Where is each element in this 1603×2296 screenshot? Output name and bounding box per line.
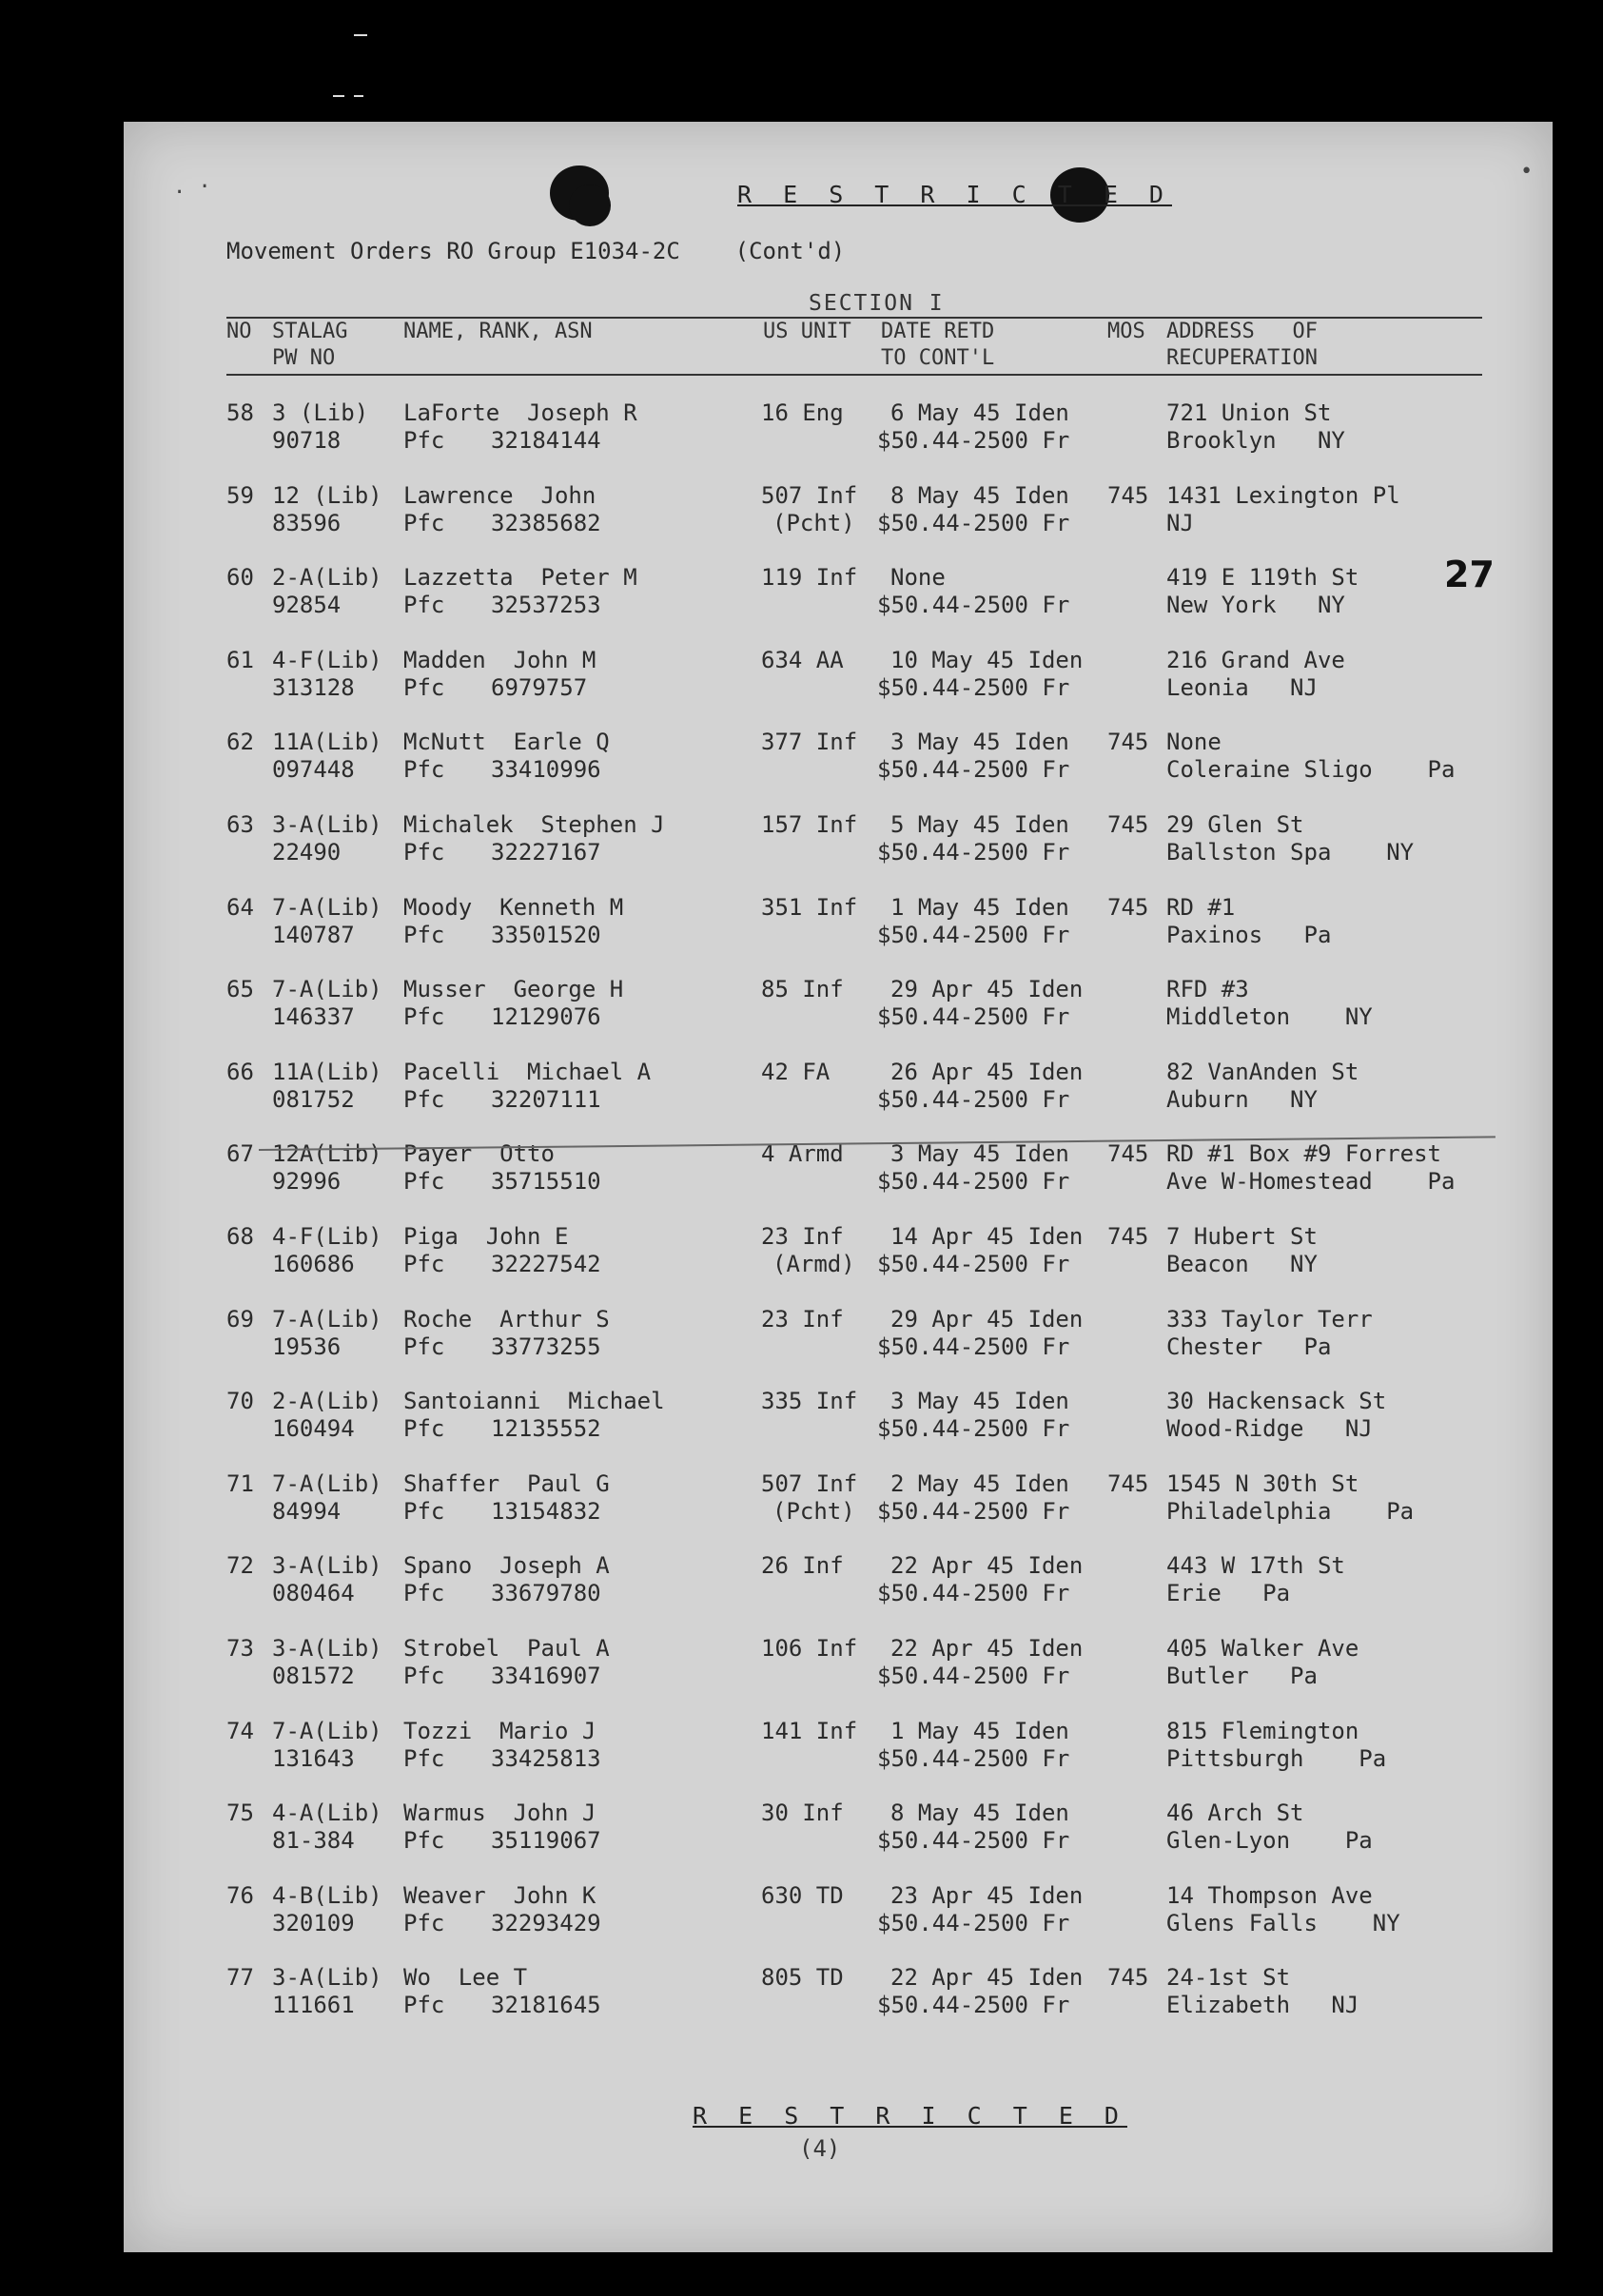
row-number: 70 xyxy=(226,1388,254,1415)
stalag: 4-F(Lib) xyxy=(272,646,382,673)
mos: 745 xyxy=(1107,481,1149,509)
pw-number: 140787 xyxy=(272,921,355,948)
page-stamp: 27 xyxy=(1444,554,1495,595)
date-returned: 2 May 45 Iden xyxy=(890,1469,1069,1497)
us-unit: 42 FA xyxy=(761,1058,831,1085)
finance-note: $50.44-2500 Fr xyxy=(877,1580,1070,1607)
rank: Pfc xyxy=(403,921,445,948)
asn: 35715510 xyxy=(491,1168,601,1196)
finance-note: $50.44-2500 Fr xyxy=(877,1497,1070,1525)
table-row xyxy=(0,811,1429,893)
table-row xyxy=(0,1718,1429,1800)
finance-note: $50.44-2500 Fr xyxy=(877,1003,1070,1031)
punch-hole xyxy=(569,185,611,226)
date-returned: 8 May 45 Iden xyxy=(890,1800,1069,1827)
section-title: SECTION I xyxy=(809,291,945,316)
us-unit: 4 Armd xyxy=(761,1140,844,1168)
soldier-name: McNutt Earle Q xyxy=(403,729,610,756)
us-unit: 141 Inf xyxy=(761,1717,858,1744)
address-line1: 46 Arch St xyxy=(1166,1800,1304,1827)
stalag: 11A(Lib) xyxy=(272,1058,382,1085)
us-unit-sub: (Pcht) xyxy=(772,1497,855,1525)
pw-number: 081572 xyxy=(272,1663,355,1689)
finance-note: $50.44-2500 Fr xyxy=(877,1744,1070,1772)
soldier-name: Lawrence John xyxy=(403,481,596,509)
table-row xyxy=(0,894,1429,976)
rank: Pfc xyxy=(403,1333,445,1360)
col-no: NO xyxy=(226,320,252,343)
address-line2: Chester Pa xyxy=(1166,1333,1332,1360)
table-row xyxy=(0,1635,1429,1717)
soldier-name: Weaver John K xyxy=(403,1881,596,1909)
row-number: 74 xyxy=(226,1717,254,1744)
soldier-name: Shaffer Paul G xyxy=(403,1469,610,1497)
address-line2: Glen-Lyon Pa xyxy=(1166,1827,1373,1855)
col-stalag: STALAG xyxy=(272,320,348,343)
us-unit: 634 AA xyxy=(761,646,844,673)
address-line2: Ave W-Homestead Pa xyxy=(1166,1168,1456,1196)
asn: 32207111 xyxy=(491,1085,601,1113)
address-line1: None xyxy=(1166,729,1222,756)
us-unit: 377 Inf xyxy=(761,729,858,756)
soldier-name: Roche Arthur S xyxy=(403,1305,610,1333)
stalag: 7-A(Lib) xyxy=(272,1305,382,1333)
col-date2: TO CONT'L xyxy=(881,346,995,370)
address-line2: Brooklyn NY xyxy=(1166,427,1345,454)
address-line1: 815 Flemington xyxy=(1166,1717,1359,1744)
address-line1: 30 Hackensack St xyxy=(1166,1388,1387,1415)
rank: Pfc xyxy=(403,1992,445,2019)
finance-note: $50.44-2500 Fr xyxy=(877,1415,1070,1443)
soldier-name: Payer Otto xyxy=(403,1140,555,1168)
soldier-name: Warmus John J xyxy=(403,1800,596,1827)
pw-number: 81-384 xyxy=(272,1827,355,1855)
finance-note: $50.44-2500 Fr xyxy=(877,1992,1070,2019)
address-line2: NJ xyxy=(1166,509,1194,536)
scan-speck: . · xyxy=(173,175,211,199)
rank: Pfc xyxy=(403,1744,445,1772)
row-number: 69 xyxy=(226,1305,254,1333)
address-line1: 721 Union St xyxy=(1166,399,1332,426)
address-line2: Paxinos Pa xyxy=(1166,921,1332,948)
table-row xyxy=(0,729,1456,810)
address-line2: Elizabeth NJ xyxy=(1166,1992,1359,2019)
stalag: 3 (Lib) xyxy=(272,399,369,426)
pw-number: 90718 xyxy=(272,427,342,454)
address-line1: 333 Taylor Terr xyxy=(1166,1305,1373,1333)
date-returned: 22 Apr 45 Iden xyxy=(890,1635,1084,1662)
us-unit: 26 Inf xyxy=(761,1552,844,1580)
mos: 745 xyxy=(1107,1223,1149,1250)
us-unit-sub: (Armd) xyxy=(772,1251,855,1277)
soldier-name: Wo Lee T xyxy=(403,1964,528,1992)
soldier-name: Piga John E xyxy=(403,1223,569,1250)
finance-note: $50.44-2500 Fr xyxy=(877,1663,1070,1689)
row-number: 72 xyxy=(226,1552,254,1580)
col-mos: MOS xyxy=(1107,320,1145,343)
address-line1: 216 Grand Ave xyxy=(1166,646,1345,673)
rank: Pfc xyxy=(403,1085,445,1113)
col-address2: RECUPERATION xyxy=(1166,346,1318,370)
subtitle-cont: (Cont'd) xyxy=(734,238,846,264)
row-number: 66 xyxy=(226,1058,254,1085)
pw-number: 320109 xyxy=(272,1909,355,1936)
address-line1: 24-1st St xyxy=(1166,1964,1291,1992)
finance-note: $50.44-2500 Fr xyxy=(877,756,1070,784)
finance-note: $50.44-2500 Fr xyxy=(877,839,1070,866)
address-line2: Erie Pa xyxy=(1166,1580,1291,1607)
us-unit: 23 Inf xyxy=(761,1223,844,1250)
table-row xyxy=(0,399,1429,481)
stalag: 3-A(Lib) xyxy=(272,1552,382,1580)
address-line2: Ballston Spa NY xyxy=(1166,839,1415,866)
row-number: 71 xyxy=(226,1469,254,1497)
date-returned: 10 May 45 Iden xyxy=(890,646,1084,673)
table-row xyxy=(0,1306,1429,1388)
row-number: 59 xyxy=(226,481,254,509)
pw-number: 131643 xyxy=(272,1744,355,1772)
rank: Pfc xyxy=(403,1497,445,1525)
address-line1: 7 Hubert St xyxy=(1166,1223,1318,1250)
soldier-name: Lazzetta Peter M xyxy=(403,564,637,592)
rank: Pfc xyxy=(403,1663,445,1689)
stalag: 4-A(Lib) xyxy=(272,1800,382,1827)
finance-note: $50.44-2500 Fr xyxy=(877,1251,1070,1277)
row-number: 75 xyxy=(226,1800,254,1827)
soldier-name: Michalek Stephen J xyxy=(403,811,665,838)
row-number: 67 xyxy=(226,1140,254,1168)
asn: 33425813 xyxy=(491,1744,601,1772)
mos: 745 xyxy=(1107,811,1149,838)
rank: Pfc xyxy=(403,1827,445,1855)
address-line2: Pittsburgh Pa xyxy=(1166,1744,1387,1772)
classification-footer: R E S T R I C T E D xyxy=(693,2102,1127,2130)
us-unit: 85 Inf xyxy=(761,976,844,1003)
address-line1: 82 VanAnden St xyxy=(1166,1058,1359,1085)
asn: 32537253 xyxy=(491,592,601,619)
address-line1: 405 Walker Ave xyxy=(1166,1635,1359,1662)
us-unit: 16 Eng xyxy=(761,399,844,426)
us-unit: 335 Inf xyxy=(761,1388,858,1415)
rank: Pfc xyxy=(403,673,445,701)
pw-number: 83596 xyxy=(272,509,342,536)
date-returned: 3 May 45 Iden xyxy=(890,1140,1069,1168)
col-name: NAME, RANK, ASN xyxy=(403,320,593,343)
rank: Pfc xyxy=(403,756,445,784)
soldier-name: Santoianni Michael xyxy=(403,1388,665,1415)
table-row xyxy=(0,1140,1456,1222)
asn: 33679780 xyxy=(491,1580,601,1607)
stalag: 11A(Lib) xyxy=(272,729,382,756)
asn: 33410996 xyxy=(491,756,601,784)
table-row xyxy=(0,976,1429,1058)
mos: 745 xyxy=(1107,893,1149,921)
table-row xyxy=(0,482,1429,564)
asn: 12129076 xyxy=(491,1003,601,1031)
table-row xyxy=(0,1882,1429,1964)
date-returned: 29 Apr 45 Iden xyxy=(890,976,1084,1003)
col-date: DATE RETD xyxy=(881,320,995,343)
soldier-name: Tozzi Mario J xyxy=(403,1717,596,1744)
pw-number: 92996 xyxy=(272,1168,342,1196)
mos: 745 xyxy=(1107,729,1149,756)
rank: Pfc xyxy=(403,592,445,619)
scan-mark xyxy=(354,95,363,97)
stalag: 3-A(Lib) xyxy=(272,1635,382,1662)
row-number: 61 xyxy=(226,646,254,673)
address-line1: RD #1 Box #9 Forrest xyxy=(1166,1140,1441,1168)
address-line2: Beacon NY xyxy=(1166,1251,1318,1277)
table-row xyxy=(0,1800,1429,1881)
soldier-name: Madden John M xyxy=(403,646,596,673)
asn: 32181645 xyxy=(491,1992,601,2019)
row-number: 62 xyxy=(226,729,254,756)
address-line2: Glens Falls NY xyxy=(1166,1909,1400,1936)
soldier-name: Musser George H xyxy=(403,976,624,1003)
table-row xyxy=(0,1059,1429,1140)
finance-note: $50.44-2500 Fr xyxy=(877,1909,1070,1936)
pw-number: 111661 xyxy=(272,1992,355,2019)
soldier-name: Spano Joseph A xyxy=(403,1552,610,1580)
rank: Pfc xyxy=(403,1168,445,1196)
address-line2: Wood-Ridge NJ xyxy=(1166,1415,1373,1443)
address-line2: Leonia NJ xyxy=(1166,673,1318,701)
col-unit: US UNIT xyxy=(763,320,851,343)
pw-number: 92854 xyxy=(272,592,342,619)
table-row xyxy=(0,1388,1429,1469)
stalag: 2-A(Lib) xyxy=(272,1388,382,1415)
mos: 745 xyxy=(1107,1964,1149,1992)
row-number: 68 xyxy=(226,1223,254,1250)
pw-number: 19536 xyxy=(272,1333,342,1360)
asn: 35119067 xyxy=(491,1827,601,1855)
address-line1: 443 W 17th St xyxy=(1166,1552,1345,1580)
rank: Pfc xyxy=(403,1415,445,1443)
us-unit: 23 Inf xyxy=(761,1305,844,1333)
address-line1: 1545 N 30th St xyxy=(1166,1469,1359,1497)
date-returned: 8 May 45 Iden xyxy=(890,481,1069,509)
date-returned: 22 Apr 45 Iden xyxy=(890,1552,1084,1580)
date-returned: 26 Apr 45 Iden xyxy=(890,1058,1084,1085)
rank: Pfc xyxy=(403,1580,445,1607)
stalag: 7-A(Lib) xyxy=(272,1469,382,1497)
pw-number: 097448 xyxy=(272,756,355,784)
stalag: 3-A(Lib) xyxy=(272,811,382,838)
pw-number: 146337 xyxy=(272,1003,355,1031)
asn: 32184144 xyxy=(491,427,601,454)
table-row xyxy=(0,1964,1429,2046)
row-number: 60 xyxy=(226,564,254,592)
date-returned: 1 May 45 Iden xyxy=(890,1717,1069,1744)
row-number: 65 xyxy=(226,976,254,1003)
stalag: 7-A(Lib) xyxy=(272,976,382,1003)
rank: Pfc xyxy=(403,839,445,866)
address-line2: Coleraine Sligo Pa xyxy=(1166,756,1456,784)
address-line1: 1431 Lexington Pl xyxy=(1166,481,1400,509)
address-line2: Philadelphia Pa xyxy=(1166,1497,1415,1525)
scan-mark xyxy=(354,34,367,36)
stalag: 12A(Lib) xyxy=(272,1140,382,1168)
asn: 13154832 xyxy=(491,1497,601,1525)
pw-number: 22490 xyxy=(272,839,342,866)
document-subtitle xyxy=(226,238,845,264)
asn: 33416907 xyxy=(491,1663,601,1689)
stalag: 7-A(Lib) xyxy=(272,893,382,921)
row-number: 58 xyxy=(226,399,254,426)
address-line1: 29 Glen St xyxy=(1166,811,1304,838)
asn: 33773255 xyxy=(491,1333,601,1360)
date-returned: 3 May 45 Iden xyxy=(890,729,1069,756)
stalag: 7-A(Lib) xyxy=(272,1717,382,1744)
date-returned: 3 May 45 Iden xyxy=(890,1388,1069,1415)
date-returned: 22 Apr 45 Iden xyxy=(890,1964,1084,1992)
us-unit: 119 Inf xyxy=(761,564,858,592)
finance-note: $50.44-2500 Fr xyxy=(877,509,1070,536)
header-rule-bottom xyxy=(226,374,1482,376)
classification-header: R E S T R I C T E D xyxy=(737,181,1172,208)
stalag: 4-B(Lib) xyxy=(272,1881,382,1909)
date-returned: 1 May 45 Iden xyxy=(890,893,1069,921)
row-number: 77 xyxy=(226,1964,254,1992)
date-returned: 5 May 45 Iden xyxy=(890,811,1069,838)
pw-number: 84994 xyxy=(272,1497,342,1525)
asn: 6979757 xyxy=(491,673,588,701)
asn: 32227542 xyxy=(491,1251,601,1277)
col-pw-no: PW NO xyxy=(272,346,336,370)
us-unit: 805 TD xyxy=(761,1964,844,1992)
date-returned: 23 Apr 45 Iden xyxy=(890,1881,1084,1909)
rank: Pfc xyxy=(403,1909,445,1936)
pw-number: 081752 xyxy=(272,1085,355,1113)
stalag: 12 (Lib) xyxy=(272,481,382,509)
address-line1: RFD #3 xyxy=(1166,976,1249,1003)
rank: Pfc xyxy=(403,427,445,454)
mos: 745 xyxy=(1107,1140,1149,1168)
stalag: 4-F(Lib) xyxy=(272,1223,382,1250)
table-row xyxy=(0,564,1429,646)
table-row xyxy=(0,1470,1429,1552)
date-returned: None xyxy=(890,564,946,592)
finance-note: $50.44-2500 Fr xyxy=(877,427,1070,454)
finance-note: $50.44-2500 Fr xyxy=(877,1333,1070,1360)
row-number: 76 xyxy=(226,1881,254,1909)
footer-page-number: (4) xyxy=(799,2135,841,2162)
address-line2: Auburn NY xyxy=(1166,1085,1318,1113)
soldier-name: Moody Kenneth M xyxy=(403,893,624,921)
col-address: ADDRESS OF xyxy=(1166,320,1318,343)
finance-note: $50.44-2500 Fr xyxy=(877,1827,1070,1855)
pw-number: 080464 xyxy=(272,1580,355,1607)
date-returned: 29 Apr 45 Iden xyxy=(890,1305,1084,1333)
us-unit: 106 Inf xyxy=(761,1635,858,1662)
asn: 32293429 xyxy=(491,1909,601,1936)
rank: Pfc xyxy=(403,509,445,536)
pw-number: 313128 xyxy=(272,673,355,701)
table-row xyxy=(0,1223,1429,1305)
asn: 33501520 xyxy=(491,921,601,948)
scan-mark xyxy=(333,95,344,97)
finance-note: $50.44-2500 Fr xyxy=(877,1085,1070,1113)
rank: Pfc xyxy=(403,1251,445,1277)
us-unit: 507 Inf xyxy=(761,1469,858,1497)
table-row xyxy=(0,1552,1429,1634)
row-number: 73 xyxy=(226,1635,254,1662)
stalag: 2-A(Lib) xyxy=(272,564,382,592)
finance-note: $50.44-2500 Fr xyxy=(877,921,1070,948)
mos: 745 xyxy=(1107,1469,1149,1497)
row-number: 64 xyxy=(226,893,254,921)
pw-number: 160686 xyxy=(272,1251,355,1277)
row-number: 63 xyxy=(226,811,254,838)
address-line1: RD #1 xyxy=(1166,893,1236,921)
subtitle-text: Movement Orders RO Group E1034-2C xyxy=(226,238,680,264)
stalag: 3-A(Lib) xyxy=(272,1964,382,1992)
asn: 32385682 xyxy=(491,509,601,536)
asn: 12135552 xyxy=(491,1415,601,1443)
address-line2: New York NY xyxy=(1166,592,1345,619)
us-unit: 30 Inf xyxy=(761,1800,844,1827)
rank: Pfc xyxy=(403,1003,445,1031)
finance-note: $50.44-2500 Fr xyxy=(877,592,1070,619)
address-line1: 419 E 119th St xyxy=(1166,564,1359,592)
finance-note: $50.44-2500 Fr xyxy=(877,673,1070,701)
us-unit: 630 TD xyxy=(761,1881,844,1909)
us-unit: 507 Inf xyxy=(761,481,858,509)
table-row xyxy=(0,647,1429,729)
date-returned: 6 May 45 Iden xyxy=(890,399,1069,426)
scan-speck: • xyxy=(1520,160,1534,184)
asn: 32227167 xyxy=(491,839,601,866)
address-line2: Butler Pa xyxy=(1166,1663,1318,1689)
us-unit-sub: (Pcht) xyxy=(772,509,855,536)
address-line1: 14 Thompson Ave xyxy=(1166,1881,1373,1909)
soldier-name: LaForte Joseph R xyxy=(403,399,637,426)
date-returned: 14 Apr 45 Iden xyxy=(890,1223,1084,1250)
address-line2: Middleton NY xyxy=(1166,1003,1373,1031)
finance-note: $50.44-2500 Fr xyxy=(877,1168,1070,1196)
pw-number: 160494 xyxy=(272,1415,355,1443)
us-unit: 157 Inf xyxy=(761,811,858,838)
soldier-name: Pacelli Michael A xyxy=(403,1058,652,1085)
soldier-name: Strobel Paul A xyxy=(403,1635,610,1662)
us-unit: 351 Inf xyxy=(761,893,858,921)
